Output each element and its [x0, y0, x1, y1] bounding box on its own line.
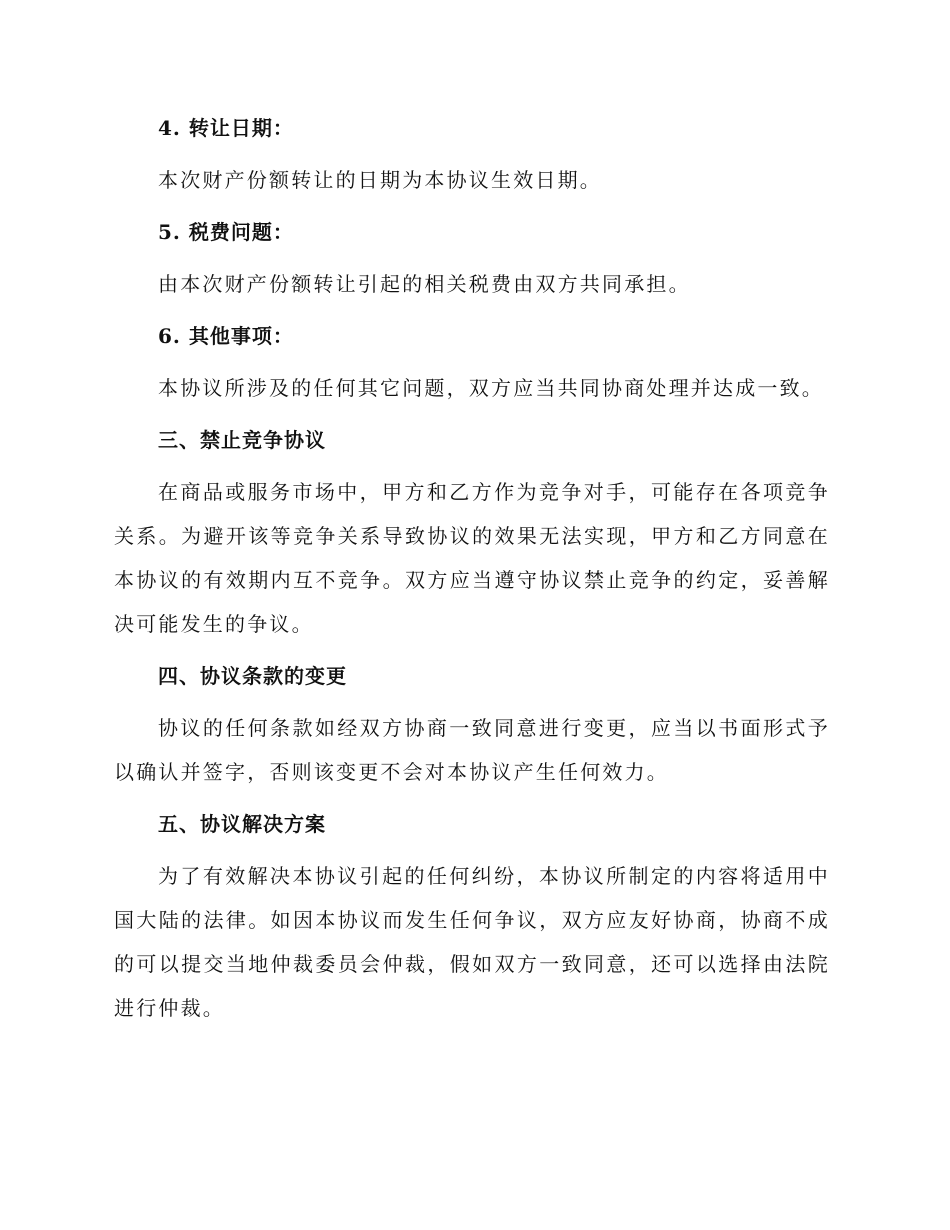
amendment-heading: 四、协议条款的变更 — [158, 664, 347, 688]
dispute-resolution-heading: 五、协议解决方案 — [158, 812, 326, 836]
non-compete-heading: 三、禁止竞争协议 — [158, 428, 326, 452]
section-5-taxes-text: 由本次财产份额转让引起的相关税费由双方共同承担。 — [158, 272, 691, 296]
document-body — [114, 106, 830, 1030]
section-6-other-matters-heading: 6. 其他事项： — [158, 324, 294, 348]
section-5-taxes-heading: 5. 税费问题： — [158, 220, 294, 244]
section-6-other-matters-text: 本协议所涉及的任何其它问题，双方应当共同协商处理并达成一致。 — [158, 376, 824, 400]
amendment-text: 协议的任何条款如经双方协商一致同意进行变更，应当以书面形式予以确认并签字，否则该变更不会对本协议产生任何效力。 — [114, 716, 830, 784]
section-4-transfer-date-heading: 4. 转让日期： — [158, 116, 294, 140]
section-4-transfer-date-text: 本次财产份额转让的日期为本协议生效日期。 — [158, 168, 602, 192]
dispute-resolution-text: 为了有效解决本协议引起的任何纠纷，本协议所制定的内容将适用中国大陆的法律。如因本协议而发生任何争议，双方应友好协商，协商不成的可以提交当地仲裁委员会仲裁，假如双方一致同意，还可以选择由法院进行仲裁。 — [114, 864, 830, 1020]
non-compete-text: 在商品或服务市场中，甲方和乙方作为竞争对手，可能存在各项竞争关系。为避开该等竞争关系导致协议的效果无法实现，甲方和乙方同意在本协议的有效期内互不竞争。双方应当遵守协议禁止竞争的约定，妥善解决可能发生的争议。 — [114, 480, 830, 636]
